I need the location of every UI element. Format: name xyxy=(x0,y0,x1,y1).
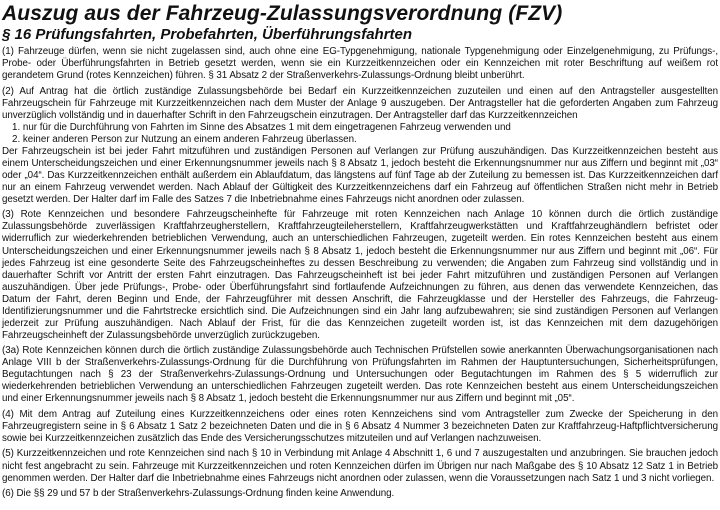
paragraph-3: (3) Rote Kennzeichen und besondere Fahrzeugscheinhefte für Fahrzeuge mit roten Kennzeichen nach Anlage 10 können durch die örtlich zuständige Zulassungsbehörde zuverlässigen Kraftfahrzeugherstellern, Kraftfahrzeugteileherstellern, Kraftfahrzeugwerkstätten und Kraftfahrzeughändlern befristet oder widerruflich zur wiederkehrenden betrieblichen Verwendung, auch an unterschiedlichen Fahrzeugen, zugeteilt werden. Ein rotes Kennzeichen besteht aus einem Unterscheidungszeichen und einer Erkennungsnummer jeweils nach § 8 Absatz 1, jedoch besteht die Erkennungsnummer nur aus Ziffern und beginnt mit „06“. Für jedes Fahrzeug ist eine gesonderte Seite des Fahrzeugscheinheftes zu dessen Beschreibung zu verwenden; die Angaben zum Fahrzeug sind vollständig und in dauerhafter Schrift vor Antritt der ersten Fahrt einzutragen. Das Fahrzeugscheinheft ist bei jeder Fahrt mitzuführen und zuständigen Personen auf Verlangen auszuhändigen. Über jede Prüfungs-, Probe- oder Überführungsfahrt sind fortlaufende Aufzeichnungen zu führen, aus denen das verwendete Kennzeichen, das Datum der Fahrt, deren Beginn und Ende, der Fahrzeugführer mit dessen Anschrift, die Fahrzeugklasse und der Hersteller des Fahrzeugs, die Fahrzeug-Identifizierungsnummer und die Fahrtstrecke ersichtlich sind. Die Aufzeichnungen sind ein Jahr lang aufzubewahren; sie sind zuständigen Personen auf Verlangen jederzeit zur Prüfung auszuhändigen. Nach Ablauf der Frist, für die das Kennzeichen zugeteilt worden ist, ist das Kennzeichen mit dem dazugehörigen Fahrzeugscheinheft der Zulassungsbehörde unverzüglich zurückzugeben. xyxy=(2,209,718,341)
section-heading: § 16 Prüfungsfahrten, Probefahrten, Überführungsfahrten xyxy=(2,26,413,43)
paragraph-2: (2) Auf Antrag hat die örtlich zuständige Zulassungsbehörde bei Bedarf ein Kurzzeitkennzeichen zuzuteilen und einen auf den Antragsteller ausgestellten Fahrzeugschein für Fahrzeuge mit Kurzzeitkennzeichen nach dem Muster der Anlage 9 auszugeben. Der Antragsteller hat die geforderten Angaben zum Fahrzeug unverzüglich vollständig und in dauerhafter Schrift in den Fahrzeugschein einzutragen. Der Antragsteller darf das Kurzzeitkennzeichen xyxy=(2,85,718,121)
paragraph-6: (6) Die §§ 29 und 57 b der Straßenverkehrs-Zulassungs-Ordnung finden keine Anwendung. xyxy=(2,487,395,499)
paragraph-3a: (3a) Rote Kennzeichen können durch die örtlich zuständige Zulassungsbehörde auch Technischen Prüfstellen sowie anerkannten Überwachungsorganisationen nach Anlage VIII b der Straßenverkehrs-Zulassungs-Ordnung für die Durchführung von Prüfungsfahrten im Rahmen der Hauptuntersuchungen, Sicherheitsprüfungen, Begutachtungen nach § 23 der Straßenverkehrs-Zulassungs-Ordnung und Untersuchungen oder Begutachtungen im Rahmen des § 5 widerruflich zur wiederkehrenden betrieblichen Verwendung an unterschiedlichen Fahrzeugen zugeteilt werden. Das rote Kennzeichen besteht aus einem Unterscheidungszeichen und einer Erkennungsnummer jeweils nach § 8 Absatz 1, jedoch besteht die Erkennungsnummer nur aus Ziffern und beginnt mit „05“. xyxy=(2,345,718,405)
list-item: 1. nur für die Durchführung von Fahrten im Sinne des Absatzes 1 mit dem eingetragenen Fahrzeug verwenden und xyxy=(12,121,511,133)
paragraph-2-continued: Der Fahrzeugschein ist bei jeder Fahrt mitzuführen und zuständigen Personen auf Verlangen zur Prüfung auszuhändigen. Das Kurzzeitkennzeichen besteht aus einem Unterscheidungszeichen und einer Erkennungsnummer jeweils nach § 8 Absatz 1, jedoch besteht die Erkennungsnummer nur aus Ziffern und beginnt mit „03“ oder „04“. Das Kurzzeitkennzeichen enthält außerdem ein Ablaufdatum, das längstens auf fünf Tage ab der Zuteilung zu bemessen ist. Das Kurzzeitkennzeichen darf nur an einem Fahrzeug verwendet werden. Nach Ablauf der Gültigkeit des Kurzzeitkennzeichens darf ein Fahrzeug auf öffentlichen Straßen nicht mehr in Betrieb gesetzt werden. Der Halter darf im Falle des Satzes 7 die Inbetriebnahme eines Fahrzeugs nicht anordnen oder zulassen. xyxy=(2,145,718,205)
paragraph-4: (4) Mit dem Antrag auf Zuteilung eines Kurzzeitkennzeichens oder eines roten Kennzeichens sind vom Antragsteller zum Zwecke der Speicherung in den Fahrzeugregistern seine in § 6 Absatz 1 Satz 2 bezeichneten Daten und die in § 6 Absatz 4 Nummer 3 bezeichneten Daten zur Kraftfahrzeug-Haftpflichtversicherung sowie bei Kurzzeitkennzeichen zusätzlich das Ende des Versicherungsschutzes mitzuteilen und auf Verlangen nachzuweisen. xyxy=(2,408,718,445)
list-item: 2. keiner anderen Person zur Nutzung an einem anderen Fahrzeug überlassen. xyxy=(12,133,357,145)
paragraph-2-list xyxy=(2,122,718,146)
paragraph-5: (5) Kurzzeitkennzeichen und rote Kennzeichen sind nach § 10 in Verbindung mit Anlage 4 Abschnitt 1, 6 und 7 auszugestalten und anzubringen. Sie brauchen jedoch nicht fest angebracht zu sein. Fahrzeuge mit Kurzzeitkennzeichen und roten Kennzeichen dürfen im Übrigen nur nach Maßgabe des § 10 Absatz 12 Satz 1 in Betrieb genommen werden. Der Halter darf die Inbetriebnahme eines Fahrzeugs nicht anordnen oder zulassen, wenn die Voraussetzungen nach Satz 1 und 3 nicht vorliegen. xyxy=(2,448,718,484)
document-title: Auszug aus der Fahrzeug-Zulassungsverordnung (FZV) xyxy=(2,2,563,25)
document-page xyxy=(0,2,720,510)
paragraph-1: (1) Fahrzeuge dürfen, wenn sie nicht zugelassen sind, auch ohne eine EG-Typgenehmigung, nationale Typgenehmigung oder Einzelgenehmigung, zu Prüfungs-, Probe- oder Überführungsfahrten in Betrieb gesetzt werden, wenn sie ein Kurzzeitkennzeichen oder ein Kennzeichen mit roter Beschriftung auf weißem rot gerandetem Grund (rotes Kennzeichen) führen. § 31 Absatz 2 der Straßenverkehrs-Zulassungs-Ordnung bleibt unberührt. xyxy=(2,46,718,82)
